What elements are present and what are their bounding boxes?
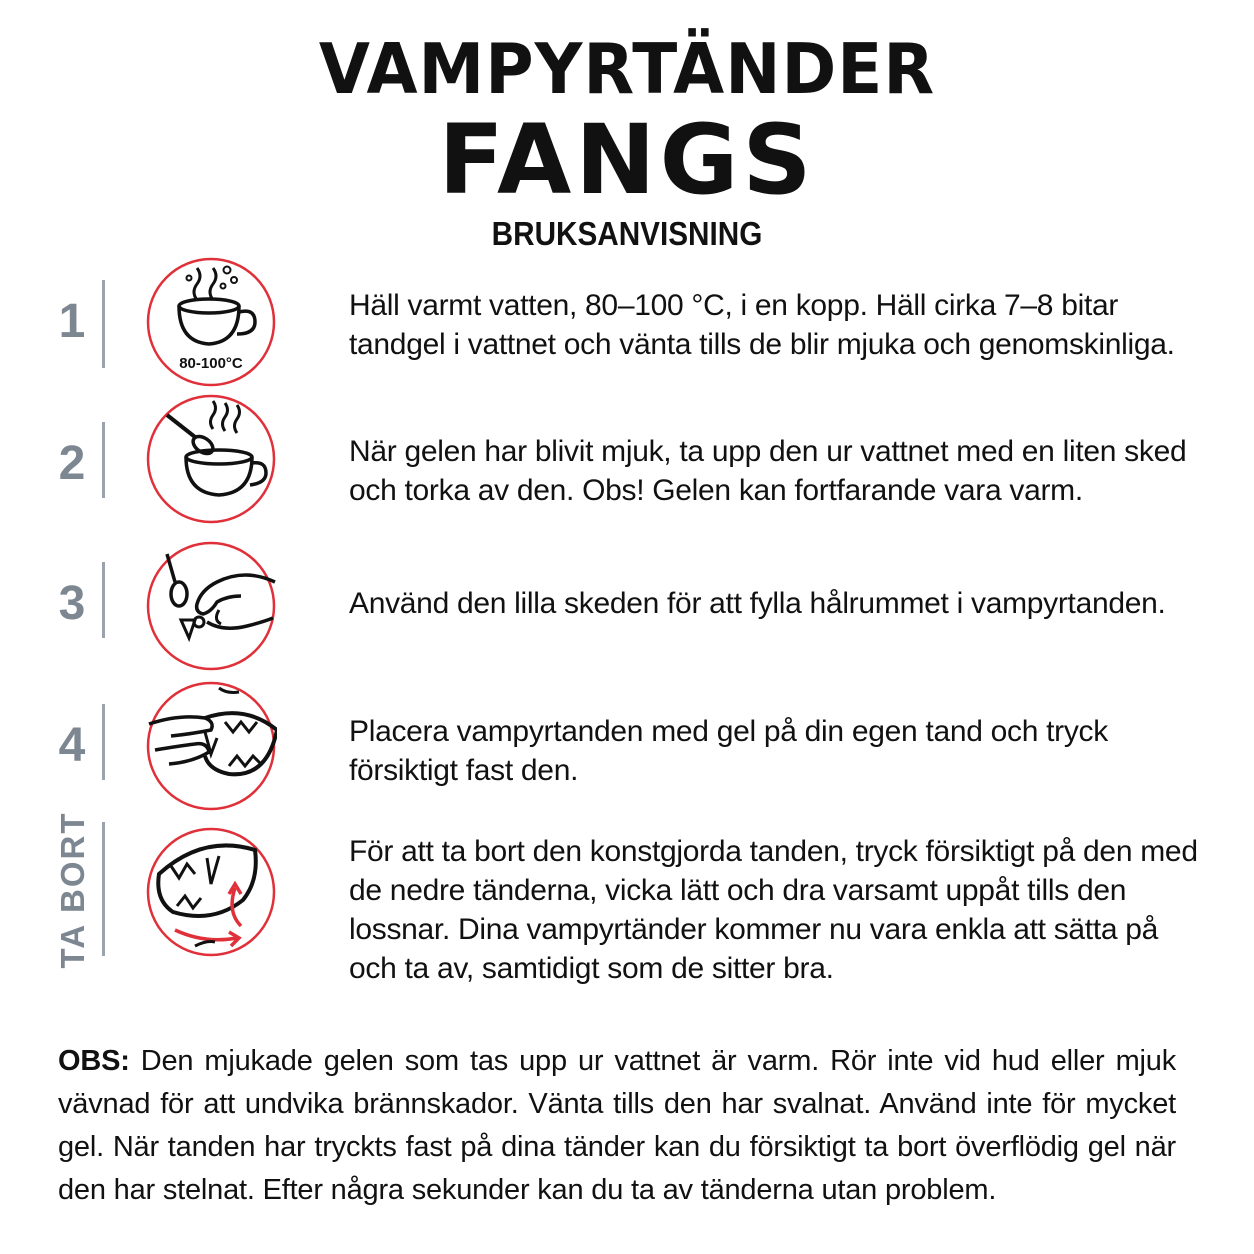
place-fang-icon — [145, 680, 277, 812]
divider — [102, 280, 105, 368]
hot-cup-icon — [145, 256, 277, 388]
page-title-swedish: VAMPYRTÄNDER — [318, 29, 936, 110]
page-subtitle: BRUKSANVISNING — [491, 215, 763, 252]
safety-note — [58, 1040, 1176, 1212]
step-number: 1 — [58, 295, 86, 348]
divider — [102, 562, 105, 638]
step-number: 3 — [58, 577, 86, 630]
fill-fang-icon — [145, 540, 277, 672]
step-number: 2 — [58, 437, 86, 490]
note-text: Den mjukade gelen som tas upp ur vattnet är varm. Rör inte vid hud eller mjuk vävnad för att undvika brännskador. Vänta tills den har svalnat. Använd inte för mycket gel. När tanden har tryckts fast på dina tänder kan du försiktigt ta bort överflödig gel när den har stelnat. Efter några sekunder kan du ta av tänderna utan problem. — [58, 1045, 1176, 1206]
step-text: När gelen har blivit mjuk, ta upp den ur vattnet med en liten sked och torka av den. Obs! Gelen kan fortfarande vara varm. — [349, 435, 1187, 507]
step-label-remove: TA BORT — [54, 811, 91, 969]
step-text: För att ta bort den konstgjorda tanden, tryck försiktigt på den med de nedre tänderna, vicka lätt och dra varsamt uppåt tills den lossnar. Dina vampyrtänder kommer nu vara enkla att sätta på och ta av, samtidigt som de sitter bra. — [349, 835, 1198, 985]
step-text: Placera vampyrtanden med gel på din egen tand och tryck försiktigt fast den. — [349, 715, 1108, 787]
divider — [102, 704, 105, 780]
step-text: Använd den lilla skeden för att fylla hålrummet i vampyrtanden. — [349, 587, 1166, 620]
divider — [102, 422, 105, 498]
temperature-label: 80-100°C — [179, 355, 243, 372]
page-title-english: FANGS — [438, 104, 816, 216]
remove-fang-icon — [145, 826, 277, 958]
step-number: 4 — [58, 719, 86, 772]
divider — [102, 822, 105, 956]
spoon-cup-icon — [145, 393, 277, 525]
note-label: OBS: — [58, 1045, 130, 1077]
step-text: Häll varmt vatten, 80–100 °C, i en kopp. Häll cirka 7–8 bitar tandgel i vattnet och vänta tills de blir mjuka och genomskinliga. — [349, 289, 1175, 361]
